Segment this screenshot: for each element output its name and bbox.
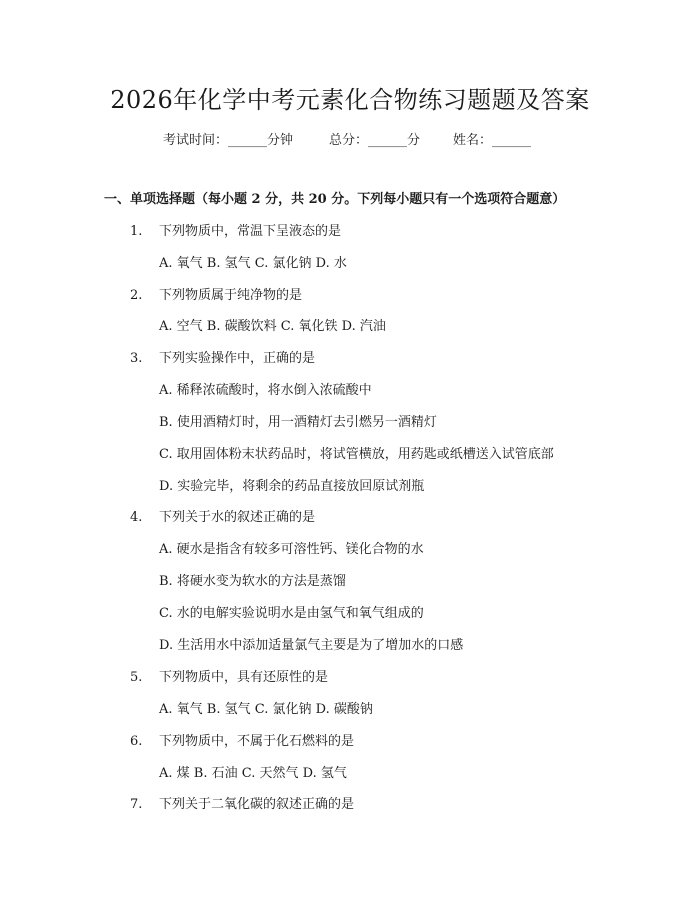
question-text: 下列物质属于纯净物的是 (159, 288, 303, 303)
page-title: 2026年化学中考元素化合物练习题题及答案 (110, 86, 590, 114)
question-option-a: A. 稀释浓硫酸时，将水倒入浓硫酸中 (159, 383, 372, 398)
question-number: 1. (130, 224, 143, 239)
total-score-field (329, 131, 420, 151)
question-options: A. 空气 B. 碳酸饮料 C. 氧化铁 D. 汽油 (159, 319, 386, 334)
question-text: 下列关于水的叙述正确的是 (159, 510, 316, 525)
student-name-blank: ______ (492, 133, 532, 148)
question-text: 下列关于二氧化碳的叙述正确的是 (159, 797, 355, 812)
student-name-label: 姓名： (453, 133, 493, 148)
question-number: 5. (130, 670, 143, 685)
question-option-c: C. 水的电解实验说明水是由氢气和氧气组成的 (159, 606, 424, 621)
question-number: 2. (130, 288, 143, 303)
question-option-d: D. 实验完毕，将剩余的药品直接放回原试剂瓶 (159, 479, 425, 494)
exam-time-label: 考试时间： (163, 133, 229, 148)
question-text: 下列实验操作中，正确的是 (159, 351, 316, 366)
exam-time-blank: ______ (228, 133, 268, 148)
question-option-a: A. 硬水是指含有较多可溶性钙、镁化合物的水 (159, 542, 424, 557)
total-score-label: 总分： (329, 133, 369, 148)
question-option-c: C. 取用固体粉末状药品时，将试管横放，用药匙或纸槽送入试管底部 (159, 447, 554, 462)
question-text: 下列物质中，不属于化石燃料的是 (159, 734, 355, 749)
exam-time-unit: 分钟 (267, 133, 294, 148)
question-options: A. 煤 B. 石油 C. 天然气 D. 氢气 (159, 766, 347, 781)
exam-time-field (163, 131, 293, 151)
question-options: A. 氧气 B. 氢气 C. 氯化钠 D. 碳酸钠 (159, 702, 373, 717)
student-name-field (453, 131, 531, 151)
question-text: 下列物质中，具有还原性的是 (159, 670, 329, 685)
question-options: A. 氧气 B. 氢气 C. 氯化钠 D. 水 (159, 256, 347, 271)
question-number: 4. (130, 510, 143, 525)
question-number: 7. (130, 797, 143, 812)
question-number: 3. (130, 351, 143, 366)
question-option-d: D. 生活用水中添加适量氯气主要是为了增加水的口感 (159, 638, 464, 653)
question-text: 下列物质中，常温下呈液态的是 (159, 224, 342, 239)
total-score-blank: ______ (368, 133, 408, 148)
section-heading-single-choice: 一、单项选择题（每小题 2 分，共 20 分。下列每小题只有一个选项符合题意） (104, 192, 566, 207)
question-option-b: B. 将硬水变为软水的方法是蒸馏 (159, 574, 346, 589)
question-option-b: B. 使用酒精灯时，用一酒精灯去引燃另一酒精灯 (159, 415, 437, 430)
total-score-unit: 分 (407, 133, 421, 148)
question-number: 6. (130, 734, 143, 749)
